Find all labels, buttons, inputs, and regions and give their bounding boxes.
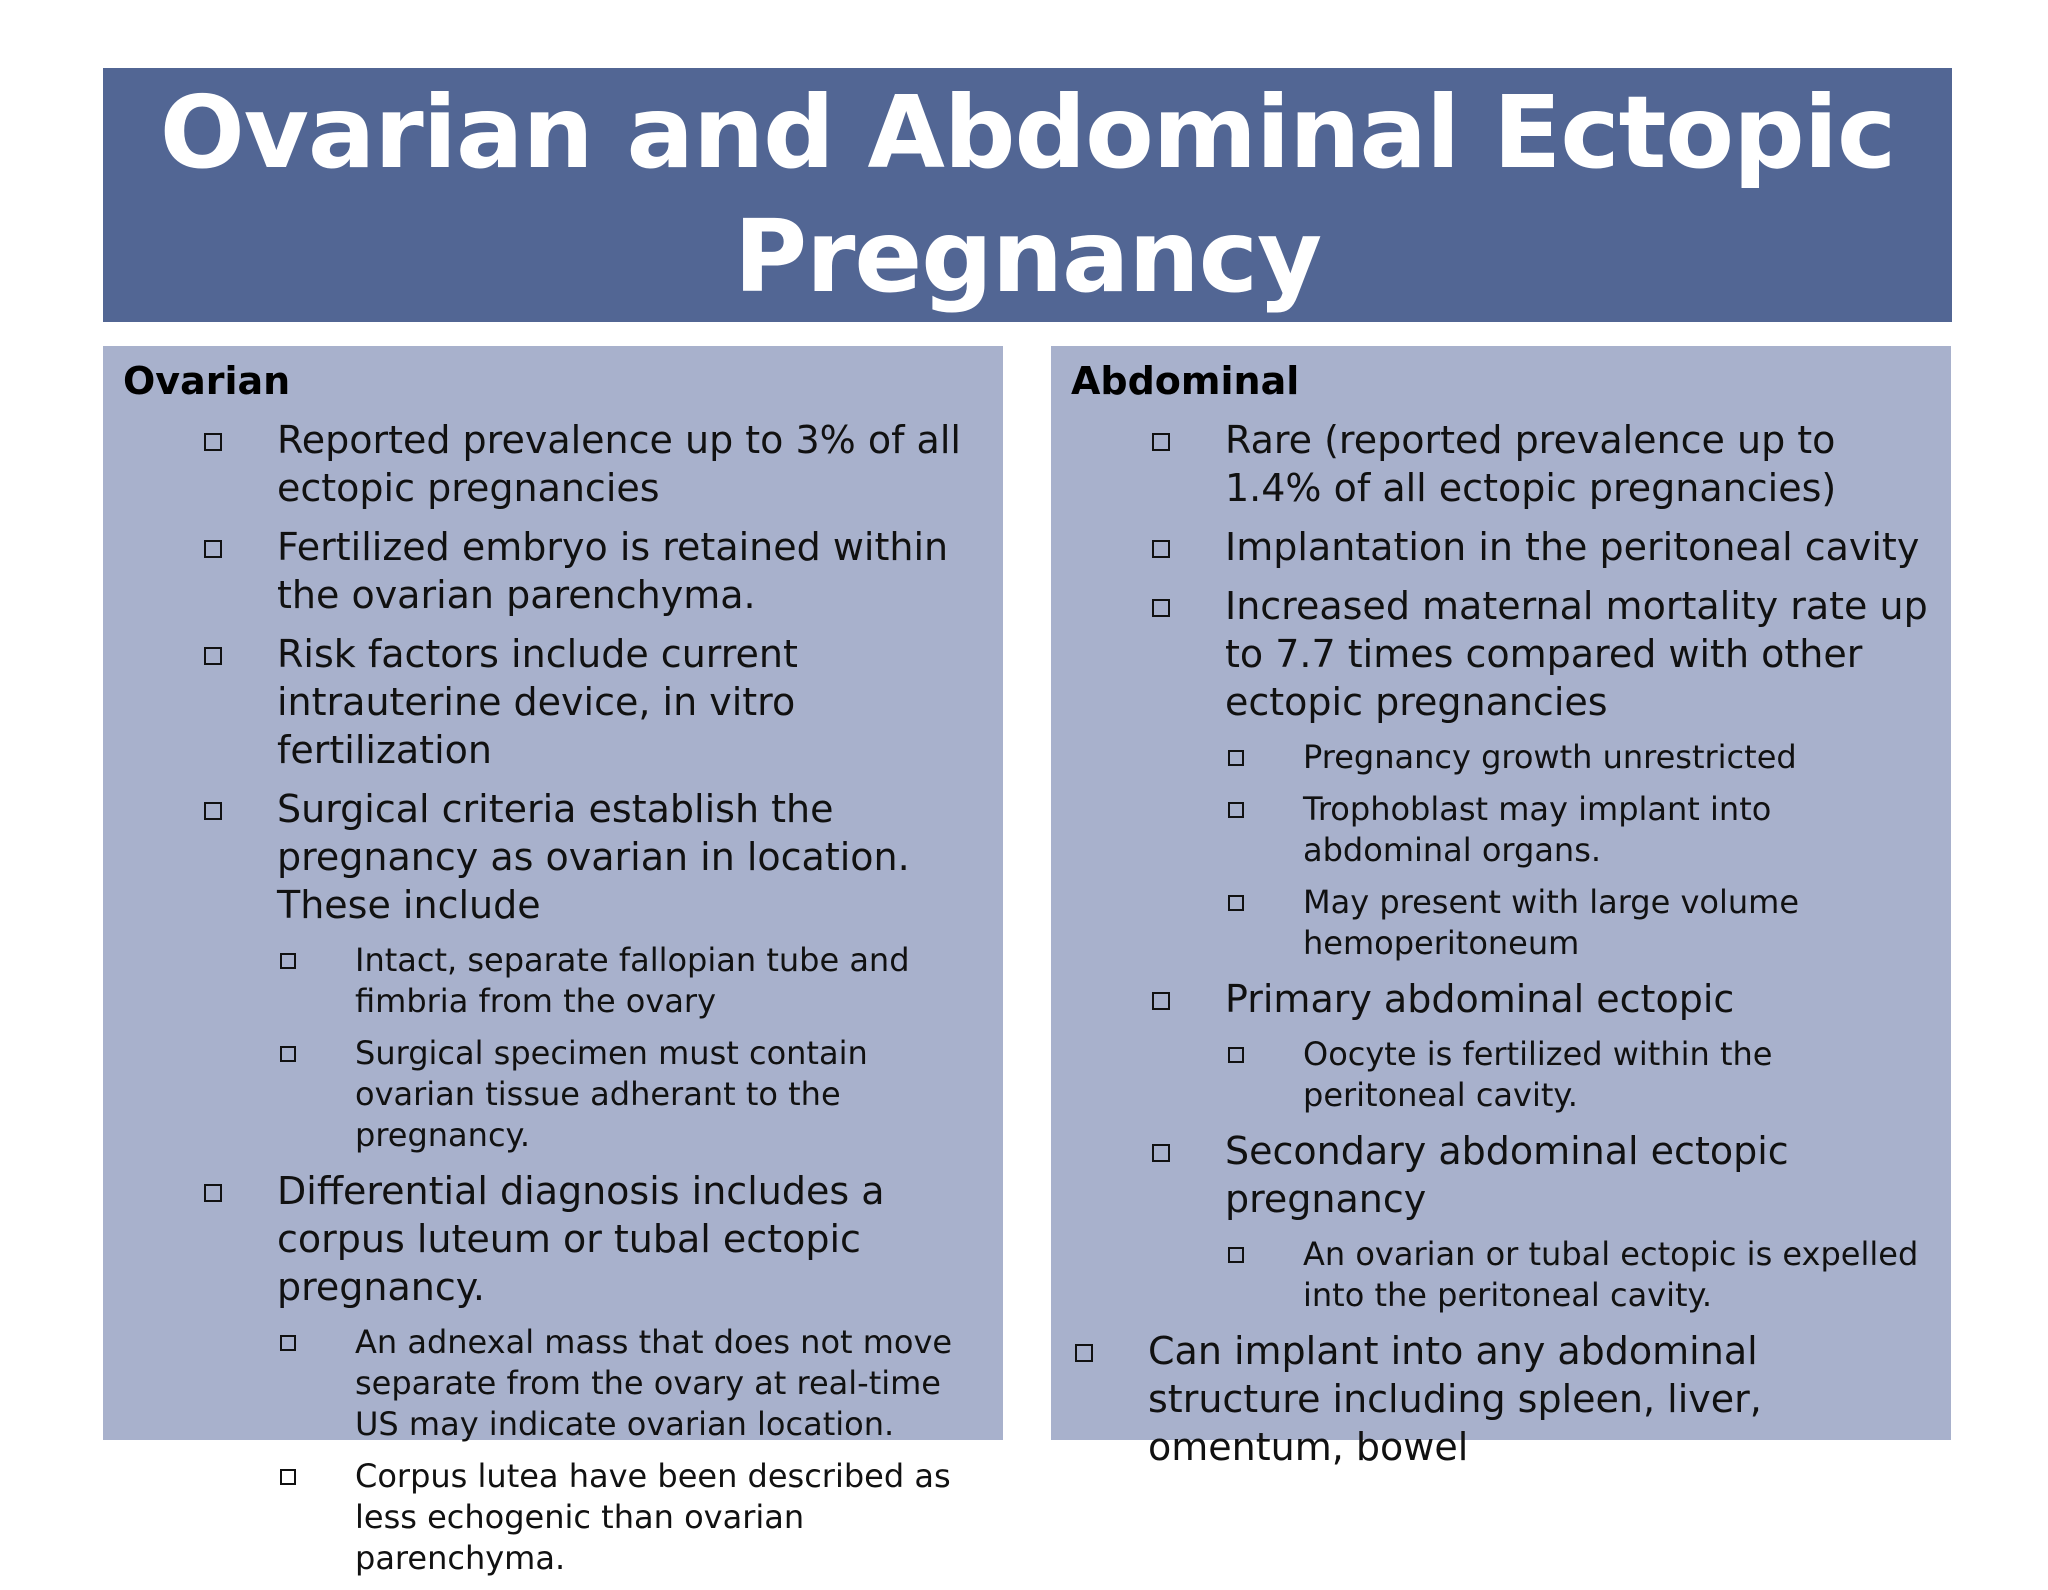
square-bullet-icon	[1228, 1047, 1244, 1063]
square-bullet-icon	[204, 540, 222, 558]
bullet-item-level-1	[1051, 582, 1951, 726]
square-bullet-icon	[1228, 802, 1244, 818]
bullet-item-level-2	[1051, 1034, 1951, 1116]
square-bullet-icon	[280, 953, 296, 969]
bullet-item-level-2	[103, 940, 1003, 1022]
slide-title-line-2: Pregnancy	[733, 198, 1322, 315]
bullet-text: Surgical criteria establish the pregnancy as ovarian in location. These include	[277, 787, 910, 927]
bullet-item-level-1	[1051, 1127, 1951, 1223]
bullet-text: Trophoblast may implant into abdominal organs.	[1303, 790, 1772, 869]
bullet-text: Corpus lutea have been described as less echogenic than ovarian parenchyma.	[355, 1457, 951, 1577]
bullet-text: Increased maternal mortality rate up to 7.7 times compared with other ectopic pregnancies	[1225, 584, 1928, 724]
bullet-item-level-2	[1051, 737, 1951, 778]
square-bullet-icon	[1228, 1247, 1244, 1263]
bullet-text: Can implant into any abdominal structure including spleen, liver, omentum, bowel	[1148, 1329, 1762, 1469]
square-bullet-icon	[204, 802, 222, 820]
bullet-item-level-2	[1051, 789, 1951, 871]
bullet-item-level-1	[103, 630, 1003, 774]
square-bullet-icon	[280, 1046, 296, 1062]
bullet-item-level-1	[103, 785, 1003, 929]
slide-title-line-1: Ovarian and Abdominal Ectopic	[159, 74, 1896, 191]
bullet-text: Rare (reported prevalence up to 1.4% of all ectopic pregnancies)	[1225, 418, 1837, 510]
abdominal-heading: Abdominal	[1071, 359, 1300, 403]
square-bullet-icon	[1152, 540, 1170, 558]
bullet-text: Implantation in the peritoneal cavity	[1225, 525, 1920, 569]
square-bullet-icon	[204, 647, 222, 665]
bullet-item-level-2	[103, 1322, 1003, 1445]
abdominal-panel	[1051, 346, 1951, 1469]
square-bullet-icon	[1152, 433, 1170, 451]
square-bullet-icon	[1152, 992, 1170, 1010]
bullet-text: Intact, separate fallopian tube and fimbria from the ovary	[355, 941, 910, 1020]
bullet-item-level-1	[1051, 975, 1951, 1023]
bullet-item-level-1	[103, 416, 1003, 512]
bullet-text: Risk factors include current intrauterine device, in vitro fertilization	[277, 632, 798, 772]
slide-title	[160, 71, 1896, 319]
bullet-item-level-2	[1051, 882, 1951, 964]
bullet-text: Primary abdominal ectopic	[1225, 977, 1735, 1021]
bullet-text: An adnexal mass that does not move separate from the ovary at real-time US may indicate ovarian location.	[355, 1323, 953, 1443]
bullet-text: Differential diagnosis includes a corpus luteum or tubal ectopic pregnancy.	[277, 1169, 885, 1309]
square-bullet-icon	[1228, 895, 1244, 911]
bullet-item-level-1	[1051, 523, 1951, 571]
bullet-item-level-1	[103, 1167, 1003, 1311]
square-bullet-icon	[1152, 1144, 1170, 1162]
square-bullet-icon	[204, 433, 222, 451]
square-bullet-icon	[280, 1469, 296, 1485]
bullet-item-level-0	[1051, 1327, 1951, 1471]
bullet-text: Surgical specimen must contain ovarian tissue adherant to the pregnancy.	[355, 1034, 868, 1154]
square-bullet-icon	[1228, 750, 1244, 766]
bullet-item-level-1	[1051, 416, 1951, 512]
bullet-text: Fertilized embryo is retained within the ovarian parenchyma.	[277, 525, 949, 617]
square-bullet-icon	[280, 1335, 296, 1351]
bullet-text: An ovarian or tubal ectopic is expelled into the peritoneal cavity.	[1303, 1235, 1919, 1314]
ovarian-panel	[103, 346, 1003, 1577]
slide-title-band	[103, 68, 1952, 322]
bullet-text: Secondary abdominal ectopic pregnancy	[1225, 1129, 1789, 1221]
bullet-text: Pregnancy growth unrestricted	[1303, 738, 1797, 776]
bullet-item-level-2	[103, 1033, 1003, 1156]
ovarian-bullet-list	[103, 416, 1003, 1590]
square-bullet-icon	[1152, 599, 1170, 617]
bullet-item-level-2	[103, 1456, 1003, 1579]
abdominal-bullet-list	[1051, 416, 1951, 1482]
square-bullet-icon	[204, 1184, 222, 1202]
ovarian-heading: Ovarian	[123, 359, 291, 403]
bullet-text: Oocyte is fertilized within the peritoneal cavity.	[1303, 1035, 1773, 1114]
bullet-item-level-1	[103, 523, 1003, 619]
square-bullet-icon	[1075, 1344, 1093, 1362]
bullet-text: Reported prevalence up to 3% of all ectopic pregnancies	[277, 418, 961, 510]
bullet-item-level-2	[1051, 1234, 1951, 1316]
bullet-text: May present with large volume hemoperitoneum	[1303, 883, 1800, 962]
